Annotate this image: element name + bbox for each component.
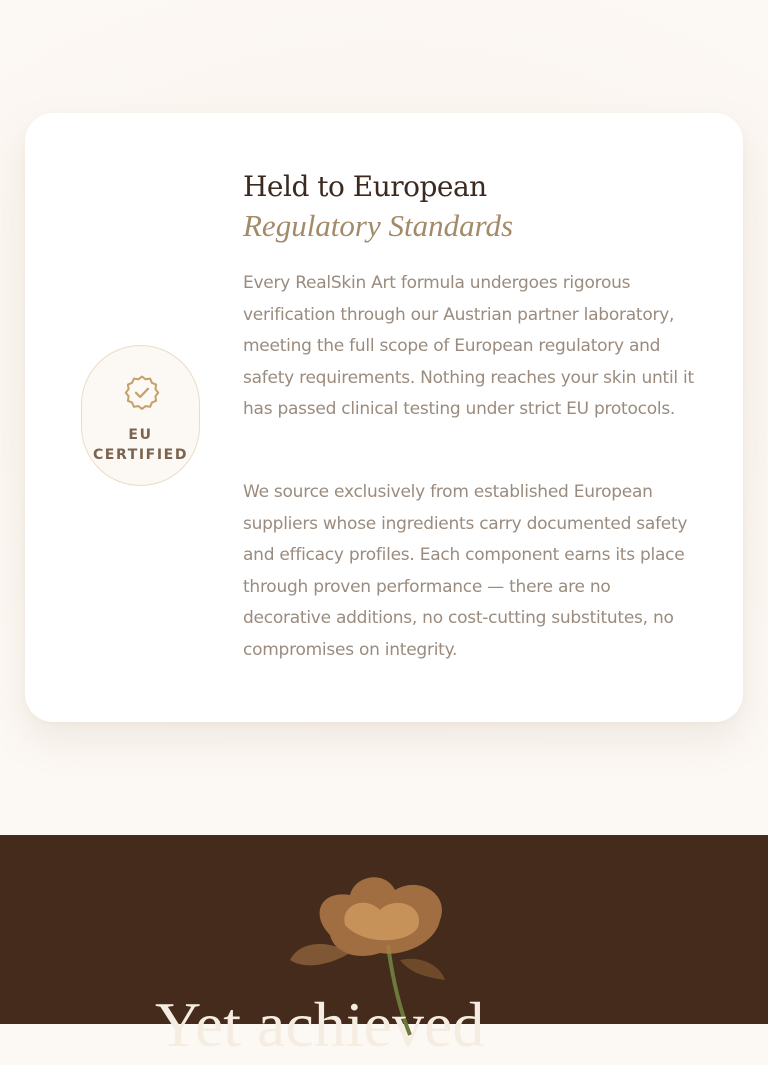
badge-label-certified: CERTIFIED: [92, 447, 189, 463]
check-seal-icon: [122, 374, 162, 414]
next-section: [0, 835, 768, 1060]
section-title: Held to European: [243, 170, 487, 203]
next-section-heading: Yet achieved: [155, 989, 485, 1060]
eu-certified-badge: [81, 345, 200, 486]
section-title-italic: Regulatory Standards: [243, 208, 514, 243]
body-paragraph-sourcing: We source exclusively from established European suppliers whose ingredients carry documented safety and efficacy profiles. Each component earns its place through proven performance — there are no decorative additions, no cost-cutting substitutes, no compromises on integrity.: [243, 482, 688, 660]
certification-card: [25, 113, 743, 722]
badge-label-eu: EU: [128, 427, 153, 443]
body-paragraph-testing: Every RealSkin Art formula undergoes rigorous verification through our Austrian partner laboratory, meeting the full scope of European regulatory and safety requirements. Nothing reaches your skin until it has passed clinical testing under strict EU protocols.: [243, 273, 694, 419]
